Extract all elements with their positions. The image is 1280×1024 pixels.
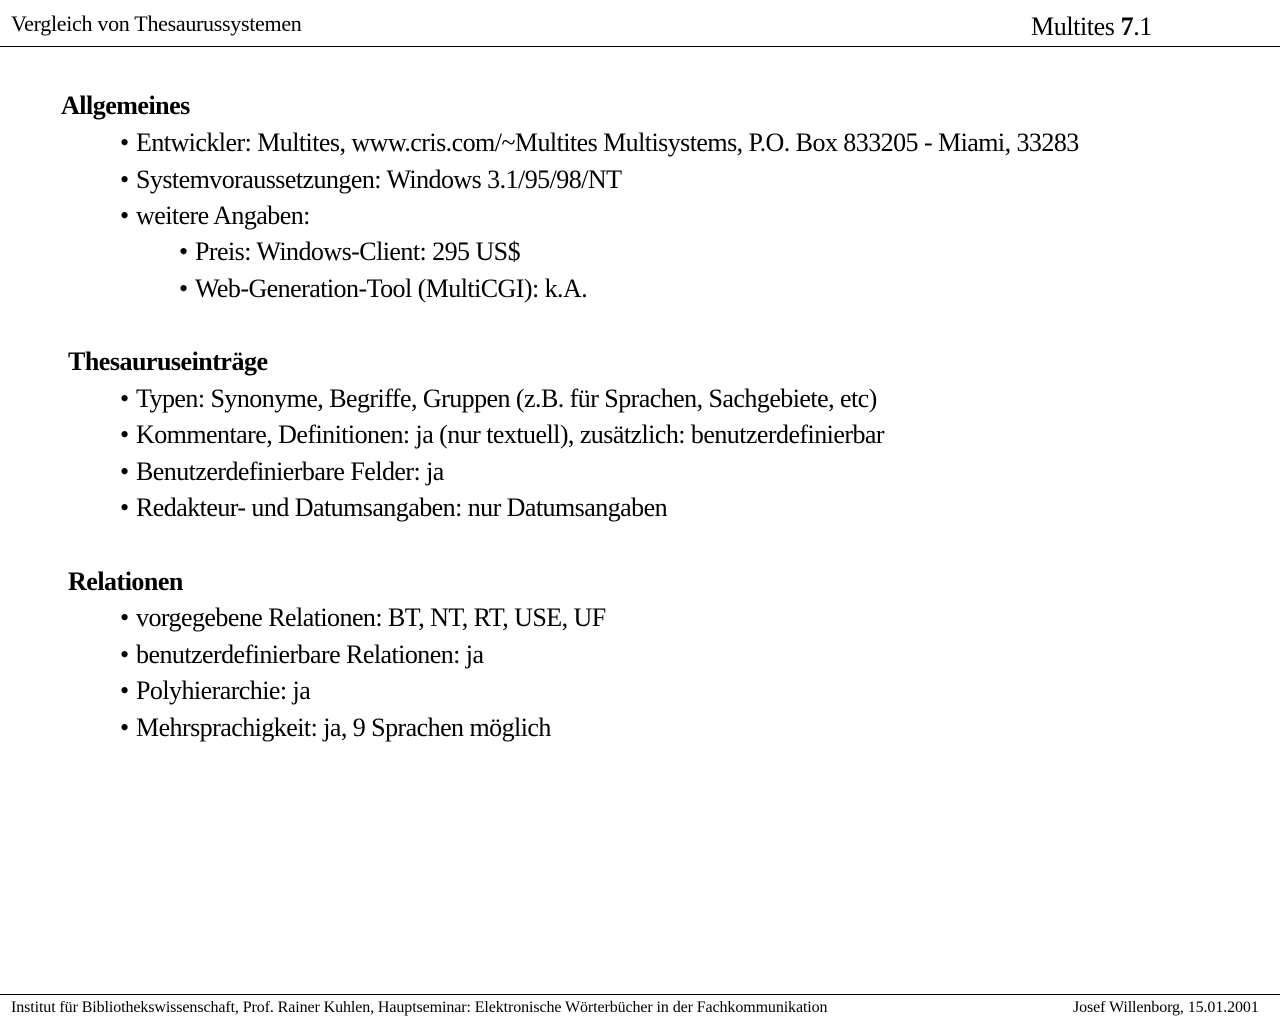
bullet-icon: • [120,128,129,157]
bullet-icon: • [179,237,188,266]
list-item-entwickler [120,128,1079,158]
slide-title-prefix: Multites [1031,12,1121,41]
list-item-text: Web-Generation-Tool (MultiCGI): k.A. [195,274,588,303]
header-divider [0,46,1280,47]
bullet-icon: • [120,420,129,449]
list-item-text: Preis: Windows-Client: 295 US$ [195,237,521,266]
footer-divider [0,994,1280,995]
sub-list-item-web-tool [179,274,587,304]
bullet-icon: • [120,201,129,230]
list-item-felder [120,457,444,487]
list-item-text: vorgegebene Relationen: BT, NT, RT, USE, UF [136,603,606,632]
bullet-icon: • [120,493,129,522]
list-item-redakteur [120,493,667,523]
sub-list-item-preis [179,237,520,267]
list-item-text: Entwickler: Multites, www.cris.com/~Multites Multisystems, P.O. Box 833205 - Miami, 33283 [136,128,1079,157]
list-item-benutzerdefinierbare-relationen [120,640,483,670]
list-item-kommentare [120,420,884,450]
bullet-icon: • [120,603,129,632]
footer-institution: Institut für Bibliothekswissenschaft, Prof. Rainer Kuhlen, Hauptseminar: Elektronische Wörterbücher in der Fachkommunikation [11,999,828,1016]
bullet-icon: • [120,457,129,486]
slide-number-major: 7 [1120,12,1134,41]
list-item-polyhierarchie [120,676,310,706]
list-item-text: Polyhierarchie: ja [136,676,311,705]
bullet-icon: • [179,274,188,303]
list-item-vorgegebene-relationen [120,603,606,633]
footer-author-date: Josef Willenborg, 15.01.2001 [1073,999,1259,1016]
section-heading-thesauruseintraege: Thesauruseinträge [68,347,268,376]
list-item-typen [120,384,877,414]
list-item-text: Mehrsprachigkeit: ja, 9 Sprachen möglich [136,713,551,742]
document-title: Vergleich von Thesaurussystemen [11,11,302,36]
bullet-icon: • [120,676,129,705]
list-item-text: benutzerdefinierbare Relationen: ja [136,640,484,669]
list-item-mehrsprachigkeit [120,713,551,743]
list-item-text: Typen: Synonyme, Begriffe, Gruppen (z.B. für Sprachen, Sachgebiete, etc) [136,384,877,413]
list-item-text: Benutzerdefinierbare Felder: ja [136,457,444,486]
bullet-icon: • [120,165,129,194]
bullet-icon: • [120,713,129,742]
list-item-systemvoraussetzungen [120,165,621,195]
list-item-weitere-angaben [120,201,310,231]
section-heading-relationen: Relationen [68,567,183,596]
list-item-text: Systemvoraussetzungen: Windows 3.1/95/98/NT [136,165,622,194]
list-item-text: Kommentare, Definitionen: ja (nur textuell), zusätzlich: benutzerdefinierbar [136,420,884,449]
slide-number-minor: .1 [1133,12,1152,41]
section-heading-allgemeines: Allgemeines [61,91,190,120]
bullet-icon: • [120,640,129,669]
bullet-icon: • [120,384,129,413]
slide-title [1031,12,1152,42]
list-item-text: weitere Angaben: [136,201,310,230]
list-item-text: Redakteur- und Datumsangaben: nur Datumsangaben [136,493,668,522]
